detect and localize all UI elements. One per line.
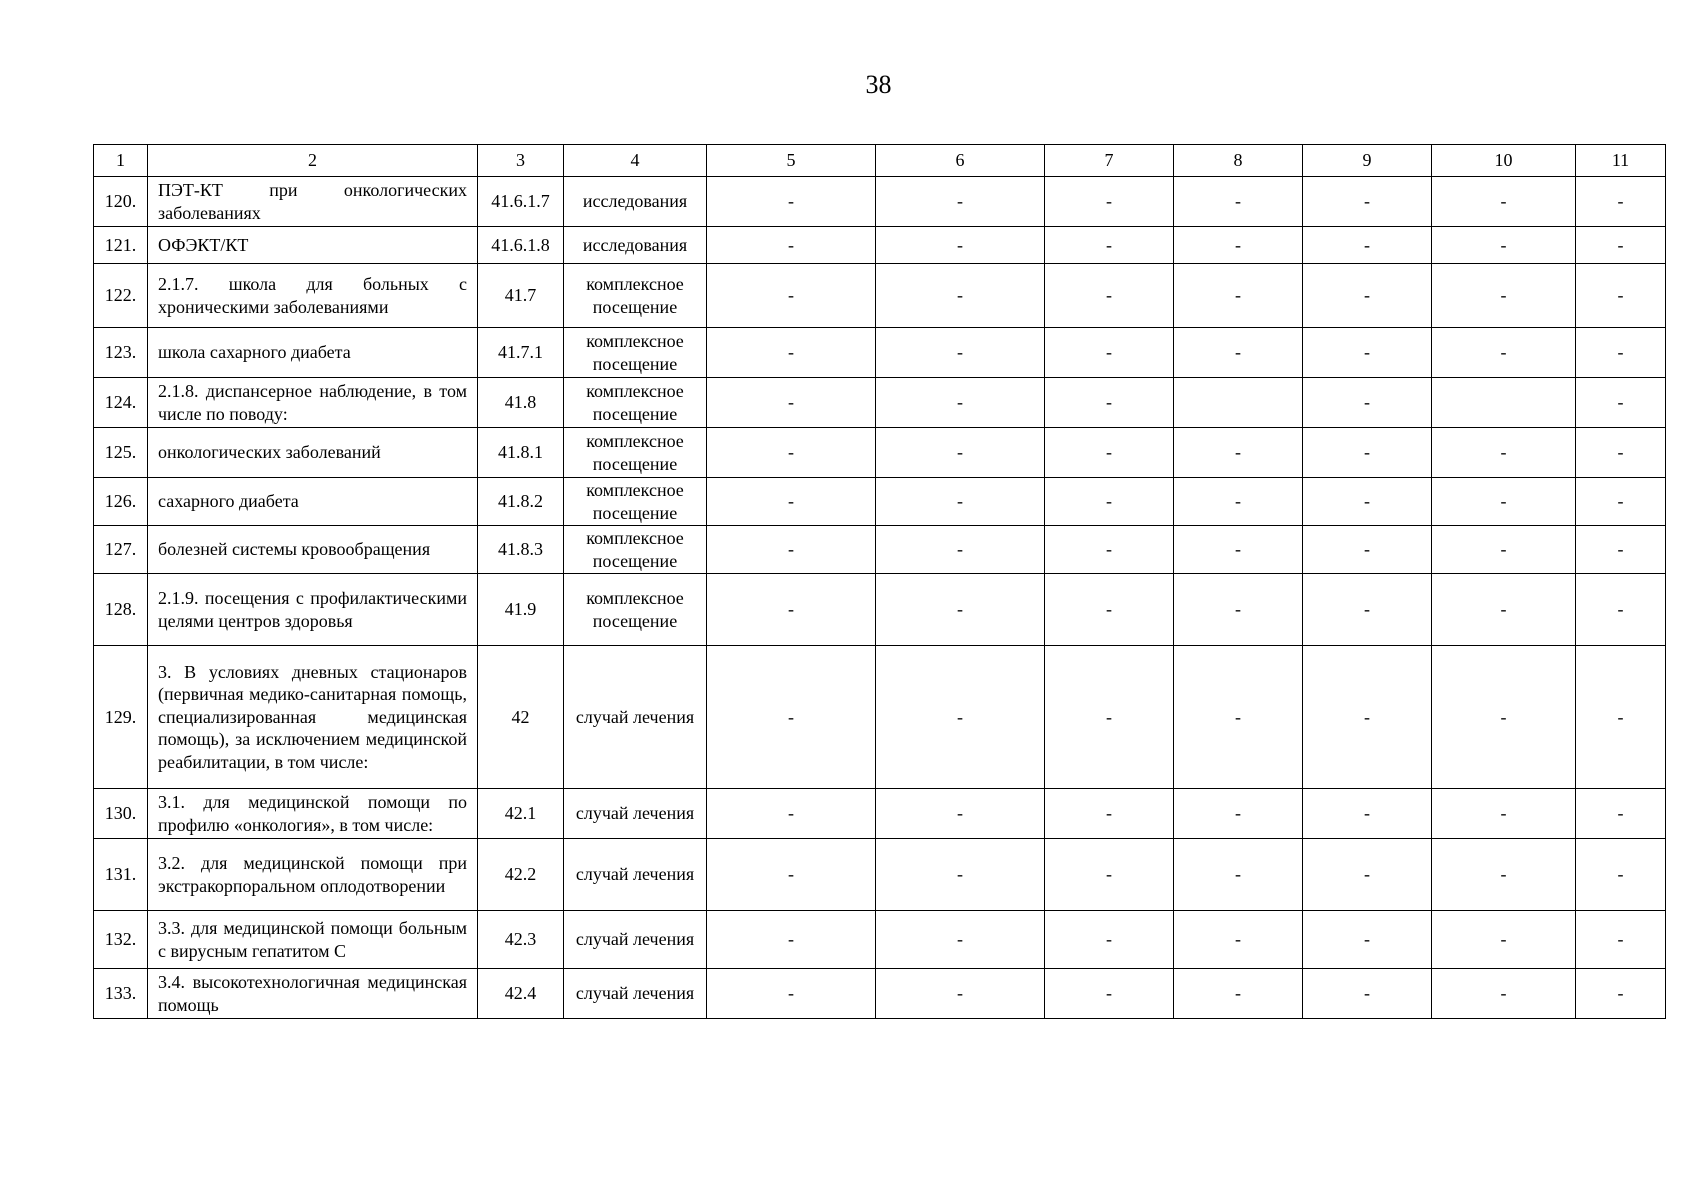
row-code: 41.6.1.8 bbox=[478, 227, 564, 264]
row-value: - bbox=[1045, 478, 1174, 526]
row-unit: случай лечения bbox=[564, 969, 707, 1019]
row-value: - bbox=[1045, 177, 1174, 227]
row-value: - bbox=[1576, 526, 1666, 574]
row-number: 122. bbox=[94, 264, 148, 328]
row-code: 41.7.1 bbox=[478, 328, 564, 378]
table-row bbox=[94, 478, 1666, 526]
table-row bbox=[94, 177, 1666, 227]
row-value: - bbox=[1576, 969, 1666, 1019]
row-value bbox=[1174, 378, 1303, 428]
row-value: - bbox=[1432, 646, 1576, 789]
table-row bbox=[94, 428, 1666, 478]
row-unit: исследования bbox=[564, 177, 707, 227]
row-name: 3.4. высокотехнологичная медицинская помощь bbox=[148, 969, 478, 1019]
row-value: - bbox=[876, 478, 1045, 526]
column-header: 10 bbox=[1432, 145, 1576, 177]
row-code: 41.8 bbox=[478, 378, 564, 428]
row-code: 41.8.1 bbox=[478, 428, 564, 478]
row-value: - bbox=[1303, 177, 1432, 227]
row-number: 121. bbox=[94, 227, 148, 264]
row-name: 3.3. для медицинской помощи больным с вирусным гепатитом С bbox=[148, 911, 478, 969]
row-value: - bbox=[1303, 264, 1432, 328]
row-value: - bbox=[1174, 911, 1303, 969]
row-value: - bbox=[1303, 789, 1432, 839]
row-value: - bbox=[1174, 789, 1303, 839]
row-value: - bbox=[1174, 574, 1303, 646]
row-unit: исследования bbox=[564, 227, 707, 264]
row-name: 3.1. для медицинской помощи по профилю «онкология», в том числе: bbox=[148, 789, 478, 839]
row-unit: комплексное посещение bbox=[564, 428, 707, 478]
row-value: - bbox=[1174, 969, 1303, 1019]
table-row bbox=[94, 839, 1666, 911]
row-unit: комплексное посещение bbox=[564, 378, 707, 428]
row-value: - bbox=[1303, 478, 1432, 526]
table-row bbox=[94, 574, 1666, 646]
row-value: - bbox=[1174, 328, 1303, 378]
row-value: - bbox=[1576, 328, 1666, 378]
row-value: - bbox=[707, 227, 876, 264]
row-value: - bbox=[1576, 227, 1666, 264]
row-code: 42.1 bbox=[478, 789, 564, 839]
row-value: - bbox=[876, 646, 1045, 789]
row-unit: комплексное посещение bbox=[564, 264, 707, 328]
row-value: - bbox=[1174, 227, 1303, 264]
row-value: - bbox=[1303, 911, 1432, 969]
row-number: 131. bbox=[94, 839, 148, 911]
row-code: 42.2 bbox=[478, 839, 564, 911]
column-header: 4 bbox=[564, 145, 707, 177]
row-number: 125. bbox=[94, 428, 148, 478]
row-number: 129. bbox=[94, 646, 148, 789]
row-value: - bbox=[1045, 428, 1174, 478]
row-code: 42 bbox=[478, 646, 564, 789]
row-value: - bbox=[1045, 646, 1174, 789]
row-value: - bbox=[1432, 969, 1576, 1019]
row-value: - bbox=[1045, 911, 1174, 969]
row-name: ОФЭКТ/КТ bbox=[148, 227, 478, 264]
row-value: - bbox=[1045, 969, 1174, 1019]
row-name: 3. В условиях дневных стационаров (первичная медико-санитарная помощь, специализированная медицинская помощь), за исключением медицинской реабилитации, в том числе: bbox=[148, 646, 478, 789]
row-value: - bbox=[1576, 378, 1666, 428]
column-header: 11 bbox=[1576, 145, 1666, 177]
row-value: - bbox=[1045, 574, 1174, 646]
row-value: - bbox=[1303, 328, 1432, 378]
row-value: - bbox=[1432, 227, 1576, 264]
row-value: - bbox=[1576, 478, 1666, 526]
row-name: 2.1.8. диспансерное наблюдение, в том числе по поводу: bbox=[148, 378, 478, 428]
table-row bbox=[94, 969, 1666, 1019]
row-unit: комплексное посещение bbox=[564, 574, 707, 646]
row-code: 41.7 bbox=[478, 264, 564, 328]
row-name: ПЭТ-КТ при онкологических заболеваниях bbox=[148, 177, 478, 227]
column-header: 5 bbox=[707, 145, 876, 177]
row-value: - bbox=[1174, 646, 1303, 789]
row-value: - bbox=[1432, 574, 1576, 646]
row-value: - bbox=[1303, 839, 1432, 911]
row-code: 42.3 bbox=[478, 911, 564, 969]
row-number: 123. bbox=[94, 328, 148, 378]
row-value: - bbox=[1045, 378, 1174, 428]
row-value: - bbox=[1174, 478, 1303, 526]
data-table bbox=[93, 144, 1666, 1019]
row-value: - bbox=[707, 574, 876, 646]
table-row bbox=[94, 911, 1666, 969]
row-value: - bbox=[876, 264, 1045, 328]
row-name: болезней системы кровообращения bbox=[148, 526, 478, 574]
row-value: - bbox=[876, 911, 1045, 969]
row-code: 41.9 bbox=[478, 574, 564, 646]
row-value: - bbox=[876, 526, 1045, 574]
row-value: - bbox=[1045, 789, 1174, 839]
row-value bbox=[1432, 378, 1576, 428]
row-number: 127. bbox=[94, 526, 148, 574]
table-row bbox=[94, 789, 1666, 839]
row-code: 42.4 bbox=[478, 969, 564, 1019]
row-value: - bbox=[1576, 911, 1666, 969]
row-unit: случай лечения bbox=[564, 839, 707, 911]
row-number: 133. bbox=[94, 969, 148, 1019]
table-row bbox=[94, 646, 1666, 789]
row-number: 120. bbox=[94, 177, 148, 227]
row-value: - bbox=[876, 227, 1045, 264]
row-value: - bbox=[876, 378, 1045, 428]
row-value: - bbox=[876, 839, 1045, 911]
row-value: - bbox=[1174, 177, 1303, 227]
row-number: 126. bbox=[94, 478, 148, 526]
row-value: - bbox=[1174, 839, 1303, 911]
row-value: - bbox=[1432, 478, 1576, 526]
row-unit: комплексное посещение bbox=[564, 478, 707, 526]
row-name: онкологических заболеваний bbox=[148, 428, 478, 478]
row-value: - bbox=[1303, 526, 1432, 574]
row-value: - bbox=[1045, 526, 1174, 574]
row-code: 41.8.2 bbox=[478, 478, 564, 526]
row-value: - bbox=[1432, 526, 1576, 574]
column-header: 8 bbox=[1174, 145, 1303, 177]
row-name: 2.1.9. посещения с профилактическими целями центров здоровья bbox=[148, 574, 478, 646]
row-value: - bbox=[707, 969, 876, 1019]
row-value: - bbox=[707, 526, 876, 574]
row-value: - bbox=[1576, 264, 1666, 328]
row-value: - bbox=[1432, 789, 1576, 839]
column-header: 6 bbox=[876, 145, 1045, 177]
table-body bbox=[94, 145, 1666, 1019]
row-value: - bbox=[876, 789, 1045, 839]
table-row bbox=[94, 264, 1666, 328]
row-value: - bbox=[1045, 839, 1174, 911]
row-value: - bbox=[707, 328, 876, 378]
table-row bbox=[94, 378, 1666, 428]
row-name: 3.2. для медицинской помощи при экстракорпоральном оплодотворении bbox=[148, 839, 478, 911]
row-number: 130. bbox=[94, 789, 148, 839]
column-header: 3 bbox=[478, 145, 564, 177]
row-number: 132. bbox=[94, 911, 148, 969]
header-row bbox=[94, 145, 1666, 177]
row-unit: случай лечения bbox=[564, 789, 707, 839]
row-value: - bbox=[876, 328, 1045, 378]
row-value: - bbox=[707, 478, 876, 526]
row-value: - bbox=[1303, 227, 1432, 264]
row-unit: комплексное посещение bbox=[564, 526, 707, 574]
row-value: - bbox=[1432, 911, 1576, 969]
table-row bbox=[94, 328, 1666, 378]
row-unit: случай лечения bbox=[564, 911, 707, 969]
row-code: 41.8.3 bbox=[478, 526, 564, 574]
column-header: 7 bbox=[1045, 145, 1174, 177]
row-name: 2.1.7. школа для больных с хроническими заболеваниями bbox=[148, 264, 478, 328]
row-value: - bbox=[1303, 428, 1432, 478]
row-value: - bbox=[1432, 328, 1576, 378]
row-value: - bbox=[1303, 378, 1432, 428]
row-name: сахарного диабета bbox=[148, 478, 478, 526]
row-value: - bbox=[1174, 526, 1303, 574]
row-value: - bbox=[1576, 574, 1666, 646]
row-value: - bbox=[876, 574, 1045, 646]
row-value: - bbox=[1432, 177, 1576, 227]
row-code: 41.6.1.7 bbox=[478, 177, 564, 227]
row-name: школа сахарного диабета bbox=[148, 328, 478, 378]
column-header: 9 bbox=[1303, 145, 1432, 177]
row-value: - bbox=[707, 378, 876, 428]
row-value: - bbox=[1576, 646, 1666, 789]
row-value: - bbox=[707, 264, 876, 328]
row-value: - bbox=[707, 177, 876, 227]
row-value: - bbox=[707, 428, 876, 478]
row-value: - bbox=[707, 839, 876, 911]
column-header: 2 bbox=[148, 145, 478, 177]
row-unit: случай лечения bbox=[564, 646, 707, 789]
row-unit: комплексное посещение bbox=[564, 328, 707, 378]
row-value: - bbox=[1303, 574, 1432, 646]
row-value: - bbox=[1576, 428, 1666, 478]
row-value: - bbox=[707, 789, 876, 839]
row-number: 124. bbox=[94, 378, 148, 428]
row-value: - bbox=[707, 646, 876, 789]
row-value: - bbox=[1174, 264, 1303, 328]
row-value: - bbox=[1303, 969, 1432, 1019]
row-value: - bbox=[707, 911, 876, 969]
row-value: - bbox=[1045, 328, 1174, 378]
row-value: - bbox=[1045, 227, 1174, 264]
row-value: - bbox=[1432, 264, 1576, 328]
row-value: - bbox=[1432, 839, 1576, 911]
row-value: - bbox=[876, 177, 1045, 227]
row-value: - bbox=[1432, 428, 1576, 478]
table-row bbox=[94, 227, 1666, 264]
row-value: - bbox=[1174, 428, 1303, 478]
row-value: - bbox=[1303, 646, 1432, 789]
row-value: - bbox=[876, 428, 1045, 478]
table-row bbox=[94, 526, 1666, 574]
row-value: - bbox=[1045, 264, 1174, 328]
row-value: - bbox=[1576, 839, 1666, 911]
row-value: - bbox=[1576, 789, 1666, 839]
row-value: - bbox=[876, 969, 1045, 1019]
column-header: 1 bbox=[94, 145, 148, 177]
row-value: - bbox=[1576, 177, 1666, 227]
page-number: 38 bbox=[865, 70, 892, 99]
row-number: 128. bbox=[94, 574, 148, 646]
